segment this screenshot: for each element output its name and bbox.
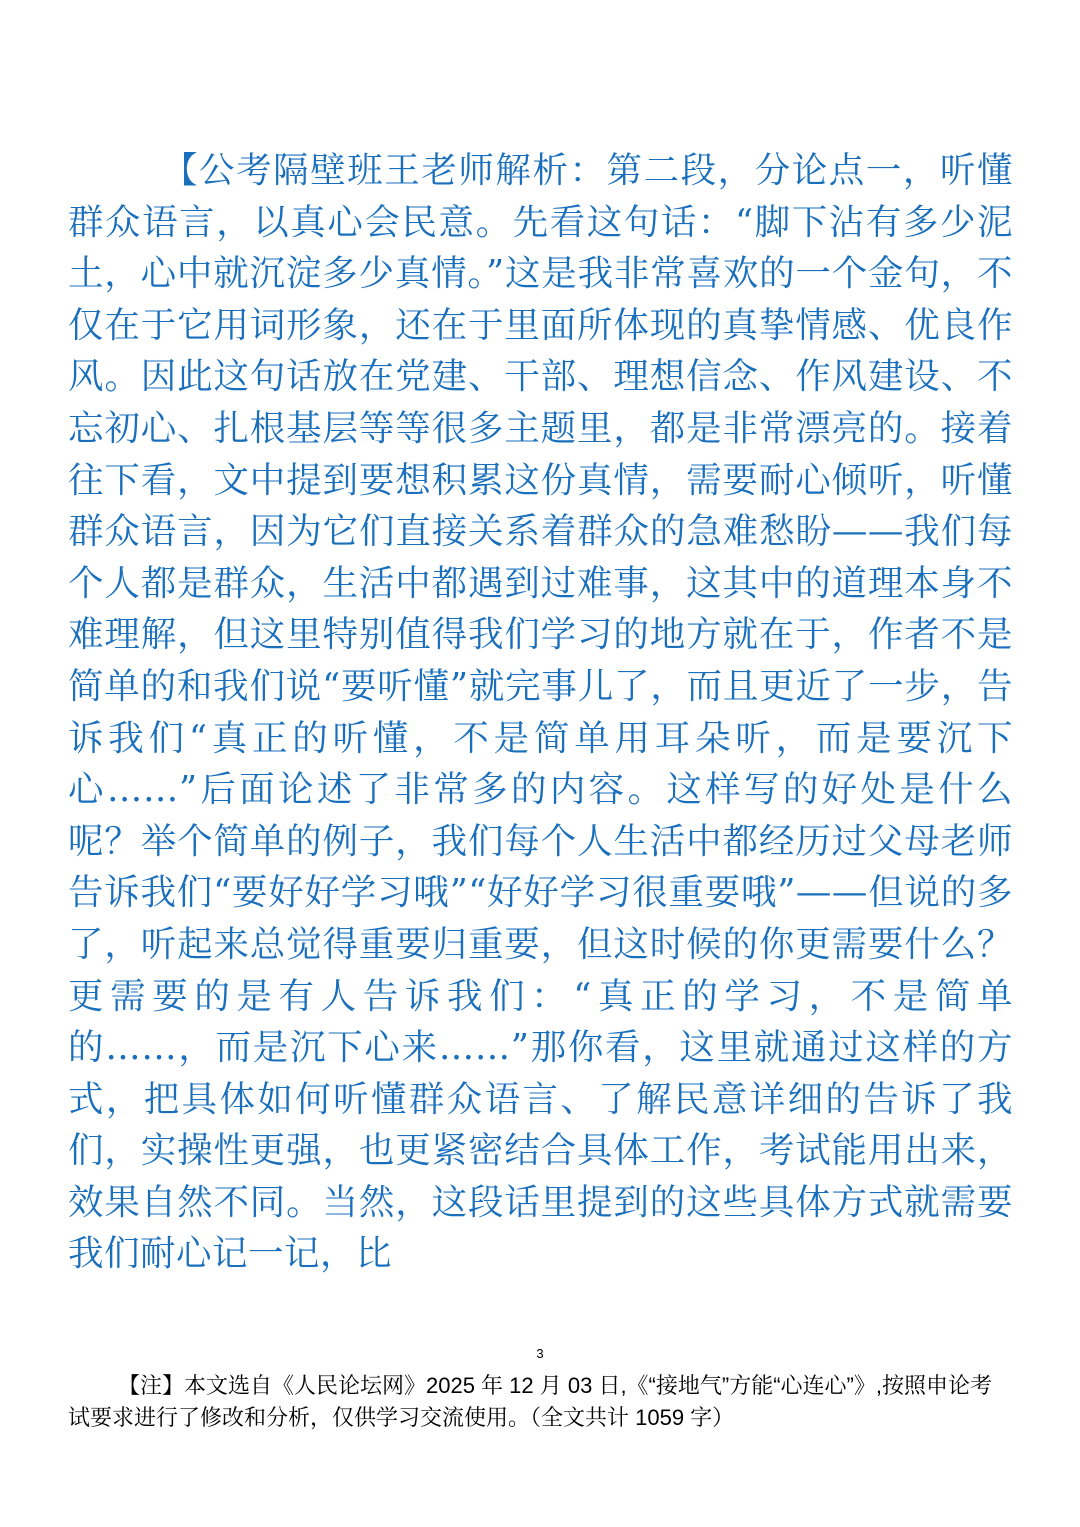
- source-footnote: 【注】本文选自《人民论坛网》2025 年 12 月 03 日,《“接地气”方能“心连心”》,按照申论考试要求进行了修改和分析，仅供学习交流使用。（全文共计 1059 字）: [68, 1373, 992, 1430]
- page-number: 3: [536, 1346, 544, 1361]
- analysis-paragraph: 【公考隔壁班王老师解析：第二段，分论点一，听懂群众语言，以真心会民意。先看这句话：“脚下沾有多少泥土，心中就沉淀多少真情。”这是我非常喜欢的一个金句，不仅在于它用词形象，还在于里面所体现的真挚情感、优良作风。因此这句话放在党建、干部、理想信念、作风建设、不忘初心、扎根基层等等很多主题里，都是非常漂亮的。接着往下看，文中提到要想积累这份真情，需要耐心倾听，听懂群众语言，因为它们直接关系着群众的急难愁盼——我们每个人都是群众，生活中都遇到过难事，这其中的道理本身不难理解，但这里特别值得我们学习的地方就在于，作者不是简单的和我们说“要听懂”就完事儿了，而且更近了一步，告诉我们“真正的听懂，不是简单用耳朵听，而是要沉下心……”后面论述了非常多的内容。这样写的好处是什么呢？举个简单的例子，我们每个人生活中都经历过父母老师告诉我们“要好好学习哦”“好好学习很重要哦”——但说的多了，听起来总觉得重要归重要，但这时候的你更需要什么？更需要的是有人告诉我们：“真正的学习，不是简单的……，而是沉下心来……”那你看，这里就通过这样的方式，把具体如何听懂群众语言、了解民意详细的告诉了我们，实操性更强，也更紧密结合具体工作，考试能用出来，效果自然不同。当然，这段话里提到的这些具体方式就需要我们耐心记一记，比: [68, 150, 1013, 1275]
